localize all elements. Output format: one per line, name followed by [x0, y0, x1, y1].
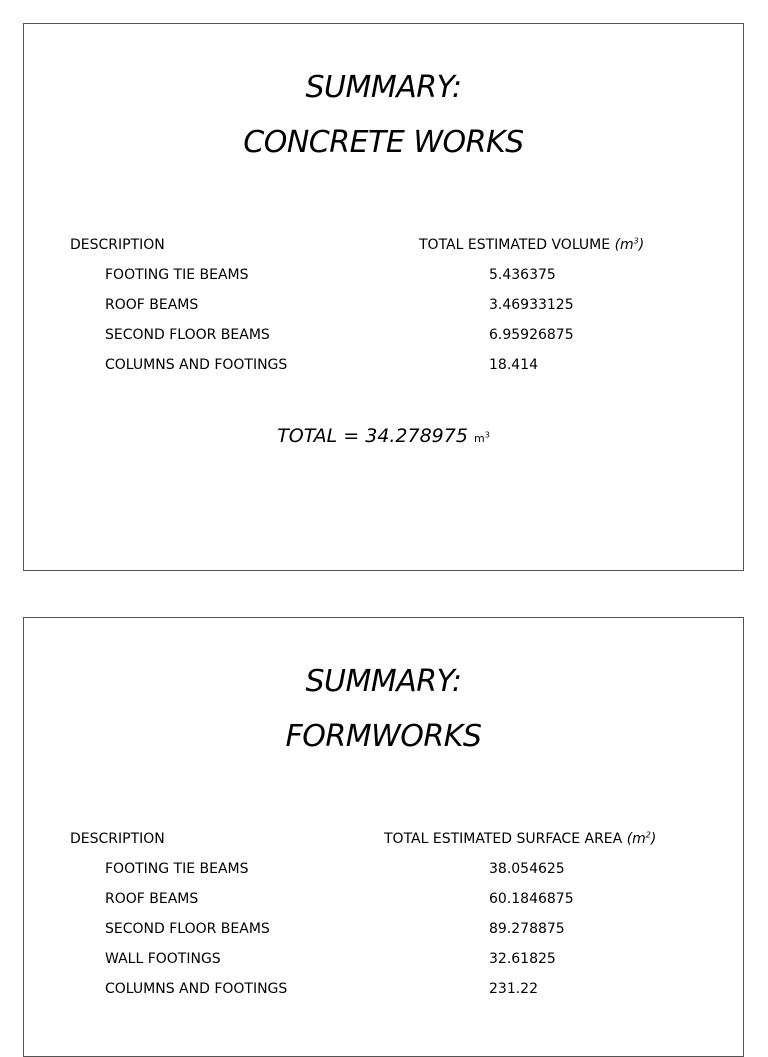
- formworks-row-description: COLUMNS AND FOOTINGS: [105, 981, 288, 997]
- formworks-row-value: 38.054625: [489, 861, 565, 877]
- concrete-row-value: 3.46933125: [489, 297, 574, 313]
- concrete-row-value: 6.95926875: [489, 327, 574, 343]
- formworks-area-header-label: TOTAL ESTIMATED SURFACE AREA: [384, 831, 623, 847]
- formworks-row-description: SECOND FLOOR BEAMS: [105, 921, 270, 937]
- concrete-total-text: TOTAL = 34.278975: [277, 425, 468, 447]
- formworks-row-value: 89.278875: [489, 921, 565, 937]
- formworks-row-value: 32.61825: [489, 951, 556, 967]
- concrete-row-description: FOOTING TIE BEAMS: [105, 267, 249, 283]
- formworks-row-value: 231.22: [489, 981, 538, 997]
- formworks-title-line1: SUMMARY:: [305, 664, 462, 699]
- concrete-description-header: DESCRIPTION: [70, 237, 165, 253]
- formworks-row-description: FOOTING TIE BEAMS: [105, 861, 249, 877]
- concrete-volume-header-label: TOTAL ESTIMATED VOLUME: [419, 237, 611, 253]
- formworks-area-unit: $(m^2)$: [626, 830, 657, 847]
- concrete-row-description: COLUMNS AND FOOTINGS: [105, 357, 288, 373]
- concrete-row-value: 18.414: [489, 357, 538, 373]
- concrete-title-line2: CONCRETE WORKS: [243, 125, 524, 160]
- concrete-title-line1: SUMMARY:: [305, 70, 462, 105]
- concrete-row-description: ROOF BEAMS: [105, 297, 199, 313]
- concrete-total-unit: $m^3$: [474, 430, 490, 445]
- formworks-description-header: DESCRIPTION: [70, 831, 165, 847]
- concrete-volume-unit: $(m^3)$: [614, 236, 645, 253]
- formworks-row-description: ROOF BEAMS: [105, 891, 199, 907]
- formworks-area-header: [384, 831, 656, 847]
- formworks-row-description: WALL FOOTINGS: [105, 951, 221, 967]
- formworks-title-line2: FORMWORKS: [285, 719, 482, 754]
- concrete-works-summary-slide: [23, 23, 744, 571]
- concrete-total: [24, 425, 743, 447]
- formworks-summary-slide: [23, 617, 744, 1057]
- formworks-row-value: 60.1846875: [489, 891, 574, 907]
- concrete-row-description: SECOND FLOOR BEAMS: [105, 327, 270, 343]
- concrete-volume-header: [419, 237, 644, 253]
- concrete-row-value: 5.436375: [489, 267, 556, 283]
